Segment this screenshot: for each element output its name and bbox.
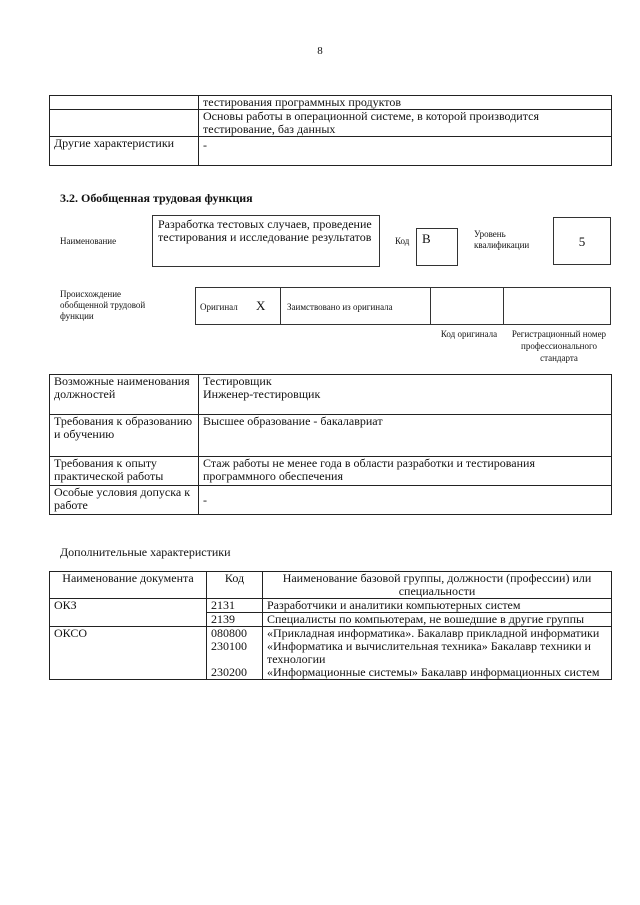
- other-characteristics-label: Другие характеристики: [50, 137, 199, 166]
- row-doc: [50, 640, 207, 666]
- row-name: Разработчики и аналитики компьютерных систем: [263, 599, 612, 613]
- row-name: Специалисты по компьютерам, не вошедшие в другие группы: [263, 613, 612, 627]
- req-value: -: [199, 486, 612, 515]
- req-label: Особые условия допуска к работе: [50, 486, 199, 515]
- row-name: «Информационные системы» Бакалавр информационных систем: [263, 666, 612, 680]
- row-code: 2131: [207, 599, 263, 613]
- req-value: Стаж работы не менее года в области разработки и тестирования программного обеспечения: [199, 457, 612, 486]
- level-box: [553, 217, 611, 265]
- table-row: [50, 599, 612, 613]
- origin-code-box: [430, 287, 504, 325]
- req-label: Возможные наименования должностей: [50, 375, 199, 415]
- row-doc: [50, 666, 207, 680]
- reg-caption: Регистрационный номер профессионального стандарта: [511, 329, 607, 363]
- additional-table: [49, 571, 612, 680]
- origin-divider: [280, 287, 281, 325]
- top-table-empty-cell: [50, 96, 199, 110]
- name-label: Наименование: [60, 236, 117, 246]
- original-label: Оригинал: [200, 302, 238, 312]
- page-number: 8: [317, 45, 323, 57]
- code-value: В: [422, 231, 431, 246]
- req-label: Требования к опыту практической работы: [50, 457, 199, 486]
- req-label: Требования к образованию и обучению: [50, 415, 199, 457]
- req-value-line: Тестировщик Инженер-тестировщик: [203, 374, 321, 401]
- other-characteristics-value: -: [199, 137, 612, 166]
- original-mark: X: [256, 298, 266, 313]
- level-label: Уровень квалификации: [474, 229, 530, 250]
- row-code: 230100: [207, 640, 263, 666]
- row-doc: [50, 613, 207, 627]
- additional-heading: Дополнительные характеристики: [60, 545, 231, 559]
- top-table-row2-text: Основы работы в операционной системе, в которой производится тестирование, баз данных: [199, 110, 612, 137]
- table-row: [50, 666, 612, 680]
- origin-reg-box: [504, 287, 611, 325]
- requirements-table: [49, 374, 612, 515]
- row-code: 230200: [207, 666, 263, 680]
- borrowed-label: Заимствовано из оригинала: [287, 302, 393, 312]
- row-code: 2139: [207, 613, 263, 627]
- level-value: 5: [578, 234, 586, 249]
- header-code: Код: [207, 572, 263, 599]
- row-name: «Прикладная информатика». Бакалавр прикладной информатики: [263, 627, 612, 641]
- header-document: Наименование документа: [50, 572, 207, 599]
- section-title: 3.2. Обобщенная трудовая функция: [60, 191, 253, 205]
- top-table-empty-cell: [50, 110, 199, 137]
- row-doc: ОКЗ: [50, 599, 207, 613]
- header-name: Наименование базовой группы, должности (профессии) или специальности: [263, 572, 612, 599]
- function-name-box: [152, 215, 380, 267]
- table-row: [50, 640, 612, 666]
- code-label: Код: [395, 236, 410, 246]
- code-box: [416, 228, 458, 266]
- req-value: Высшее образование - бакалавриат: [199, 415, 612, 457]
- row-doc: ОКСО: [50, 627, 207, 641]
- top-table-row1-text: тестирования программных продуктов: [199, 96, 612, 110]
- origin-label: Происхождение обобщенной трудовой функции: [60, 289, 146, 321]
- req-value: [199, 375, 612, 415]
- function-name-value: Разработка тестовых случаев, проведение тестирования и исследование результатов: [158, 217, 372, 244]
- table-row: [50, 613, 612, 627]
- row-code: 080800: [207, 627, 263, 641]
- code-caption: Код оригинала: [440, 329, 498, 339]
- row-name: «Информатика и вычислительная техника» Бакалавр техники и технологии: [263, 640, 612, 666]
- table-row: [50, 627, 612, 641]
- top-table: [49, 95, 612, 166]
